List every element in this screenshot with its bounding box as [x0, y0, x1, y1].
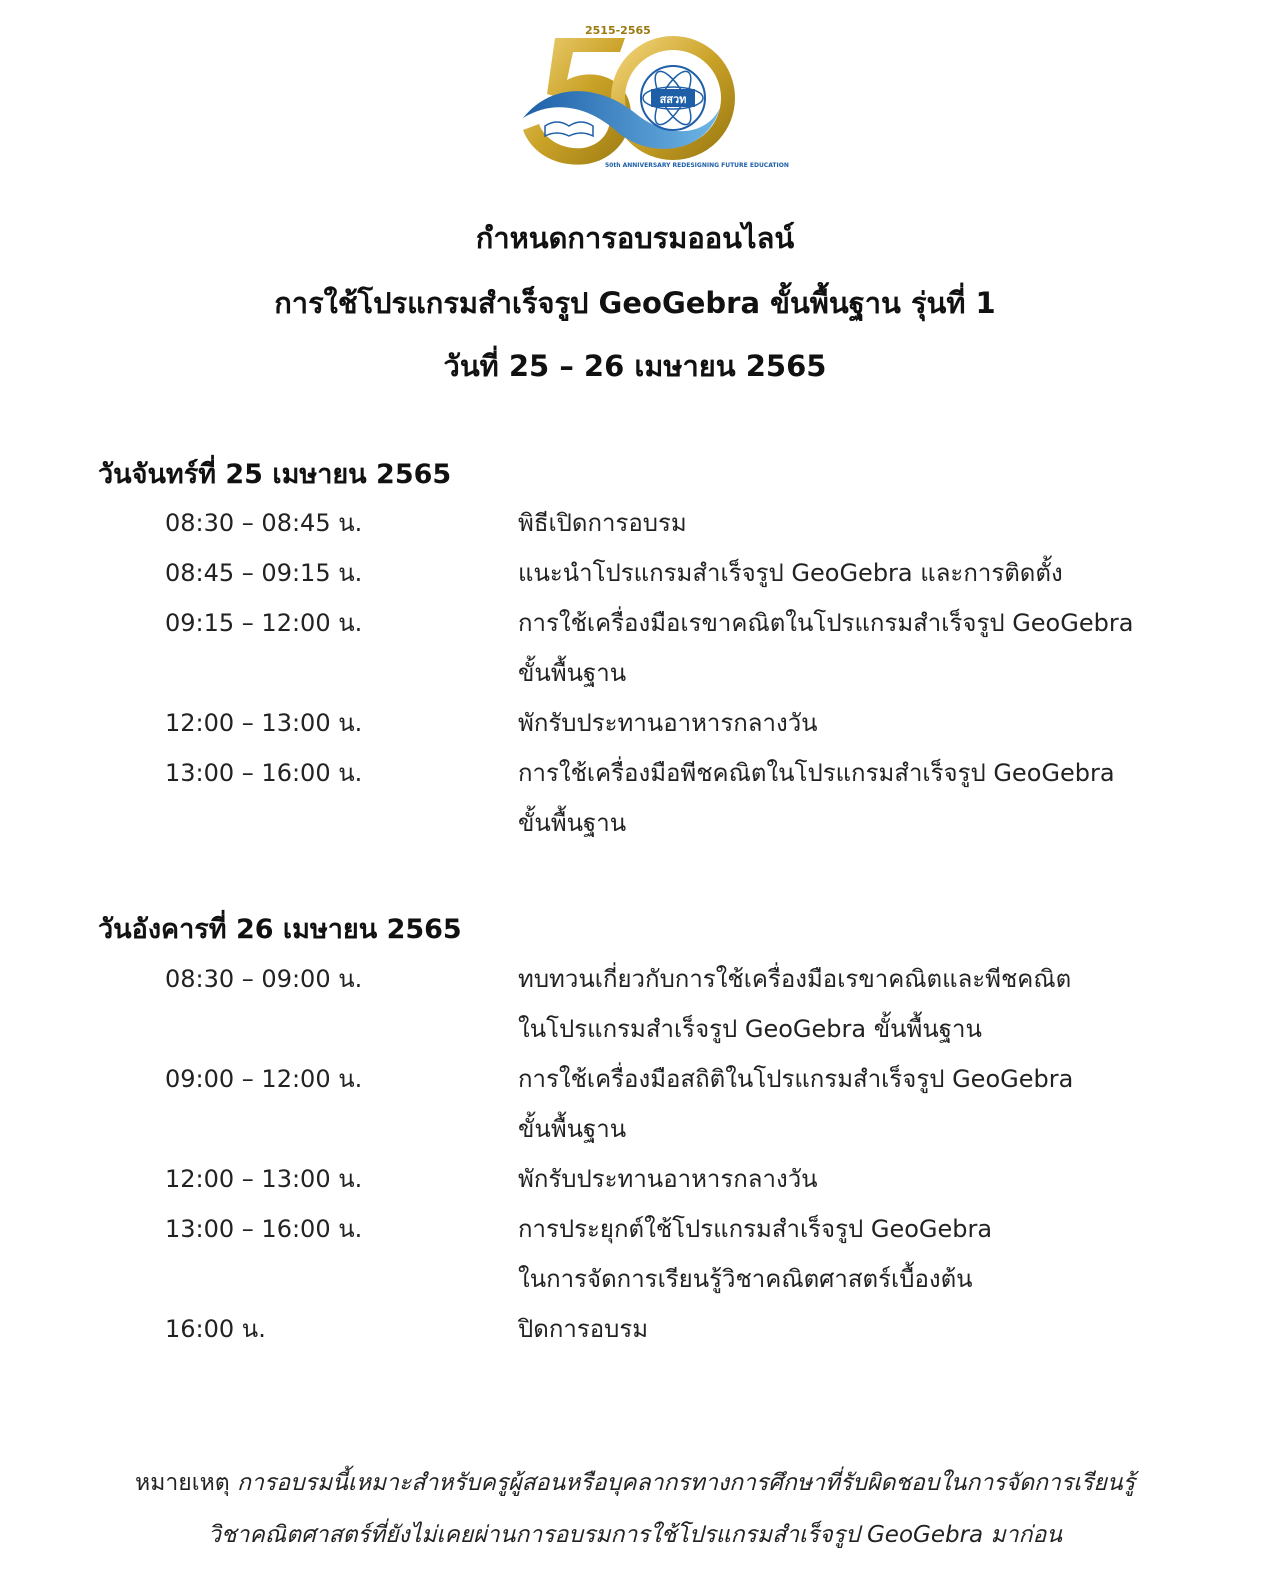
- schedule-time: 13:00 – 16:00 น.: [165, 759, 363, 787]
- anniversary-logo: [515, 18, 789, 178]
- schedule-activity: ทบทวนเกี่ยวกับการใช้เครื่องมือเรขาคณิตและพีชคณิต: [518, 965, 1072, 993]
- schedule-time: 09:15 – 12:00 น.: [165, 609, 363, 637]
- schedule-activity: แนะนำโปรแกรมสำเร็จรูป GeoGebra และการติดตั้ง: [518, 559, 1063, 587]
- schedule-activity-continued: ในการจัดการเรียนรู้วิชาคณิตศาสตร์เบื้องต้น: [518, 1265, 973, 1293]
- note-line-1: [0, 1458, 1270, 1508]
- schedule-time: 09:00 – 12:00 น.: [165, 1065, 363, 1093]
- logo-years: 2515-2565: [585, 24, 651, 37]
- schedule-time: 16:00 น.: [165, 1315, 266, 1343]
- schedule-activity: การใช้เครื่องมือสถิติในโปรแกรมสำเร็จรูป GeoGebra: [518, 1065, 1074, 1093]
- schedule-activity-continued: ขั้นพื้นฐาน: [518, 659, 627, 687]
- schedule-time: 08:30 – 09:00 น.: [165, 965, 363, 993]
- logo-arc-text: 50th ANNIVERSARY REDESIGNING FUTURE EDUCATION: [605, 162, 789, 169]
- schedule-time: 08:45 – 09:15 น.: [165, 559, 363, 587]
- logo-emblem-text: สสวท: [659, 93, 687, 106]
- schedule-time: 13:00 – 16:00 น.: [165, 1215, 363, 1243]
- schedule-activity: การใช้เครื่องมือพีชคณิตในโปรแกรมสำเร็จรูป GeoGebra: [518, 759, 1115, 787]
- anniversary-logo-graphic: [515, 18, 789, 178]
- title-line-1: กำหนดการอบรมออนไลน์: [475, 221, 795, 255]
- schedule-activity: การประยุกต์ใช้โปรแกรมสำเร็จรูป GeoGebra: [518, 1215, 993, 1243]
- title-line-2: การใช้โปรแกรมสำเร็จรูป GeoGebra ขั้นพื้นฐาน รุ่นที่ 1: [274, 286, 996, 320]
- note-line-2: วิชาคณิตศาสตร์ที่ยังไม่เคยผ่านการอบรมการใช้โปรแกรมสำเร็จรูป GeoGebra มาก่อน: [207, 1522, 1063, 1548]
- schedule-activity: พักรับประทานอาหารกลางวัน: [518, 1165, 818, 1193]
- schedule-activity: พิธีเปิดการอบรม: [518, 509, 687, 537]
- schedule-activity: ปิดการอบรม: [518, 1315, 649, 1343]
- schedule-activity-continued: ขั้นพื้นฐาน: [518, 809, 627, 837]
- note-text: การอบรมนี้เหมาะสำหรับครูผู้สอนหรือบุคลากรทางการศึกษาที่รับผิดชอบในการจัดการเรียนรู้: [237, 1470, 1135, 1496]
- note-label: หมายเหตุ: [135, 1470, 230, 1496]
- schedule-time: 12:00 – 13:00 น.: [165, 1165, 363, 1193]
- schedule-activity-continued: ในโปรแกรมสำเร็จรูป GeoGebra ขั้นพื้นฐาน: [518, 1015, 982, 1043]
- day-heading: วันอังคารที่ 26 เมษายน 2565: [98, 914, 462, 945]
- title-line-3: วันที่ 25 – 26 เมษายน 2565: [443, 349, 827, 383]
- schedule-activity-continued: ขั้นพื้นฐาน: [518, 1115, 627, 1143]
- day-heading: วันจันทร์ที่ 25 เมษายน 2565: [98, 459, 452, 490]
- schedule-activity: การใช้เครื่องมือเรขาคณิตในโปรแกรมสำเร็จรูป GeoGebra: [518, 609, 1134, 637]
- schedule-activity: พักรับประทานอาหารกลางวัน: [518, 709, 818, 737]
- schedule-time: 12:00 – 13:00 น.: [165, 709, 363, 737]
- schedule-time: 08:30 – 08:45 น.: [165, 509, 363, 537]
